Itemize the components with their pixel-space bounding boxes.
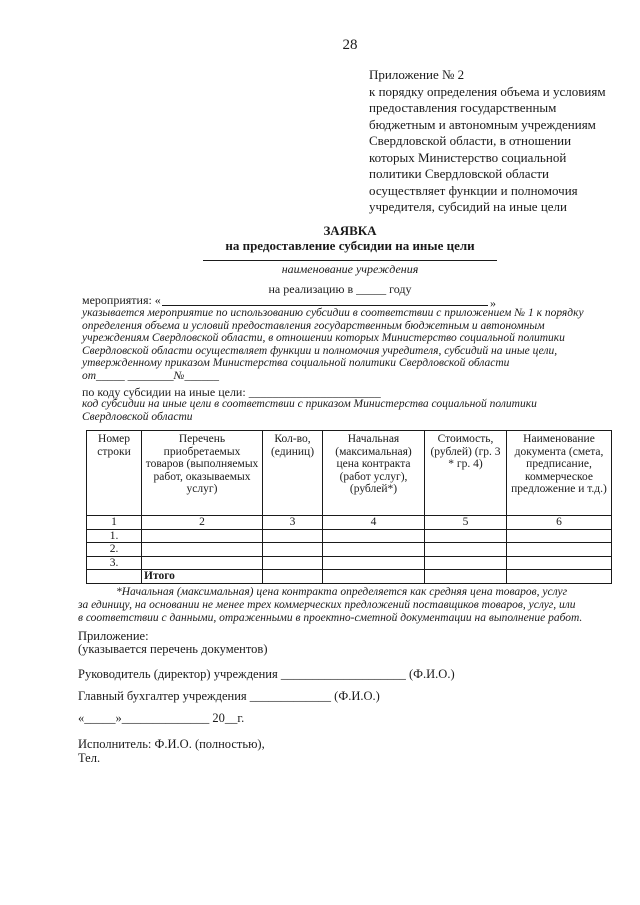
- event-hint-line: учреждениям Свердловской области, в отношении которых Министерство социальной политики: [82, 332, 565, 345]
- event-label: мероприятия: «: [82, 293, 161, 307]
- table-cell: [263, 543, 323, 557]
- appendix-line: Свердловской области, в отношении: [369, 133, 572, 148]
- table-cell: [323, 529, 425, 543]
- subsidy-code-hint: [82, 398, 537, 423]
- column-number: 6: [507, 516, 612, 530]
- header-cell: Начальная (максимальная) цена контракта (работ услуг), (рублей*): [323, 431, 425, 516]
- table-cell: [425, 556, 507, 570]
- table-cell: [142, 543, 263, 557]
- table-cell: [507, 570, 612, 584]
- column-number: 3: [263, 516, 323, 530]
- table-cell: [263, 529, 323, 543]
- header-cell: Номер строки: [87, 431, 142, 516]
- institution-caption: наименование учреждения: [281, 262, 419, 276]
- appendix-line: которых Министерство социальной: [369, 149, 567, 165]
- table-cell: [507, 556, 612, 570]
- table-row: [87, 556, 612, 570]
- table-cell: [142, 556, 263, 570]
- subsidy-code-label: по коду субсидии на иные цели: ______________________: [82, 385, 381, 399]
- table-cell: [425, 570, 507, 584]
- title-sub: на предоставление субсидии на иные цели: [225, 238, 475, 253]
- price-footnote: [78, 586, 608, 625]
- header-cell: Стоимость, (рублей) (гр. 3 * гр. 4): [425, 431, 507, 516]
- event-close-quote: »: [490, 296, 496, 310]
- footnote-line: в соответствии с данными, отраженными в проектно-сметной документации на выполнение работ.: [78, 612, 583, 624]
- column-number-row: [87, 516, 612, 530]
- table-cell: [323, 556, 425, 570]
- table-cell: [323, 570, 425, 584]
- appendix-line: Приложение № 2: [369, 67, 465, 82]
- column-number: 4: [323, 516, 425, 530]
- event-name-line: [162, 305, 488, 306]
- header-cell: Кол-во, (единиц): [263, 431, 323, 516]
- event-hint-line: Свердловской области осуществляет функции и полномочия учредителя, субсидий на иные цели,: [82, 344, 558, 357]
- attachment-hint: (указывается перечень документов): [78, 642, 268, 656]
- table-row: [87, 529, 612, 543]
- attachment-label: Приложение:: [78, 629, 149, 643]
- executor-name: Исполнитель: Ф.И.О. (полностью),: [78, 737, 265, 751]
- footnote-line: *Начальная (максимальная) цена контракта определяется как средняя цена товаров, услуг: [116, 586, 568, 598]
- table-cell: [425, 529, 507, 543]
- total-row: [87, 570, 612, 584]
- event-hint: [82, 307, 584, 383]
- table-cell: [507, 529, 612, 543]
- appendix-heading: [369, 67, 619, 216]
- table-row: [87, 543, 612, 557]
- year-line: на реализацию в _____ году: [268, 282, 412, 296]
- executor-phone: Тел.: [78, 751, 101, 765]
- table-cell: [263, 570, 323, 584]
- institution-name-line: [203, 260, 497, 261]
- row-number: 3.: [87, 556, 142, 570]
- subsidy-code-hint-line: код субсидии на иные цели в соответствии с приказом Министерства социальной политики: [82, 398, 537, 410]
- table-cell: [425, 543, 507, 557]
- appendix-line: политики Свердловской области: [369, 166, 549, 181]
- column-number: 2: [142, 516, 263, 530]
- table-cell: [263, 556, 323, 570]
- director-signature-line: Руководитель (директор) учреждения ____________________ (Ф.И.О.): [78, 667, 455, 681]
- column-number: 5: [425, 516, 507, 530]
- row-number: 1.: [87, 529, 142, 543]
- table-cell: [323, 543, 425, 557]
- table-cell: [87, 570, 142, 584]
- appendix-line: к порядку определения объема и условиям: [369, 83, 606, 99]
- accountant-signature-line: Главный бухгалтер учреждения _____________ (Ф.И.О.): [78, 689, 380, 703]
- event-hint-line: определения объема и условий предоставления государственным бюджетным и автономным: [82, 319, 545, 332]
- document-title: [0, 223, 640, 253]
- table-cell: [507, 543, 612, 557]
- appendix-line: предоставления государственным: [369, 100, 557, 115]
- appendix-line: осуществляет функции и полномочия: [369, 182, 578, 198]
- table-header-row: [87, 431, 612, 516]
- column-number: 1: [87, 516, 142, 530]
- event-hint-line: утвержденному приказом Министерства социальной политики Свердловской области: [82, 357, 510, 370]
- title-main: ЗАЯВКА: [323, 223, 377, 238]
- appendix-line: бюджетным и автономным учреждениям: [369, 116, 596, 132]
- footnote-line: за единицу, на основании не менее трех коммерческих предложений поставщиков товаров, услуг, или: [78, 599, 576, 611]
- appendix-line: учредителя, субсидий на иные цели: [369, 199, 567, 214]
- header-cell: Наименование документа (смета, предписание, коммерческое предложение и т.д.): [507, 431, 612, 516]
- event-hint-line: указывается мероприятие по использованию субсидии в соответствии с приложением № 1 к порядку: [82, 307, 584, 319]
- table-cell: [142, 529, 263, 543]
- items-table: [86, 430, 612, 584]
- row-number: 2.: [87, 543, 142, 557]
- signature-date-line: «_____»______________ 20__г.: [78, 711, 245, 725]
- total-label: Итого: [142, 570, 263, 584]
- header-cell: Перечень приобретаемых товаров (выполняемых работ, оказываемых услуг): [142, 431, 263, 516]
- page-number: 28: [342, 37, 358, 53]
- subsidy-code-hint-line: Свердловской области: [82, 410, 193, 423]
- event-date-line: от_____ ________№______: [82, 369, 220, 382]
